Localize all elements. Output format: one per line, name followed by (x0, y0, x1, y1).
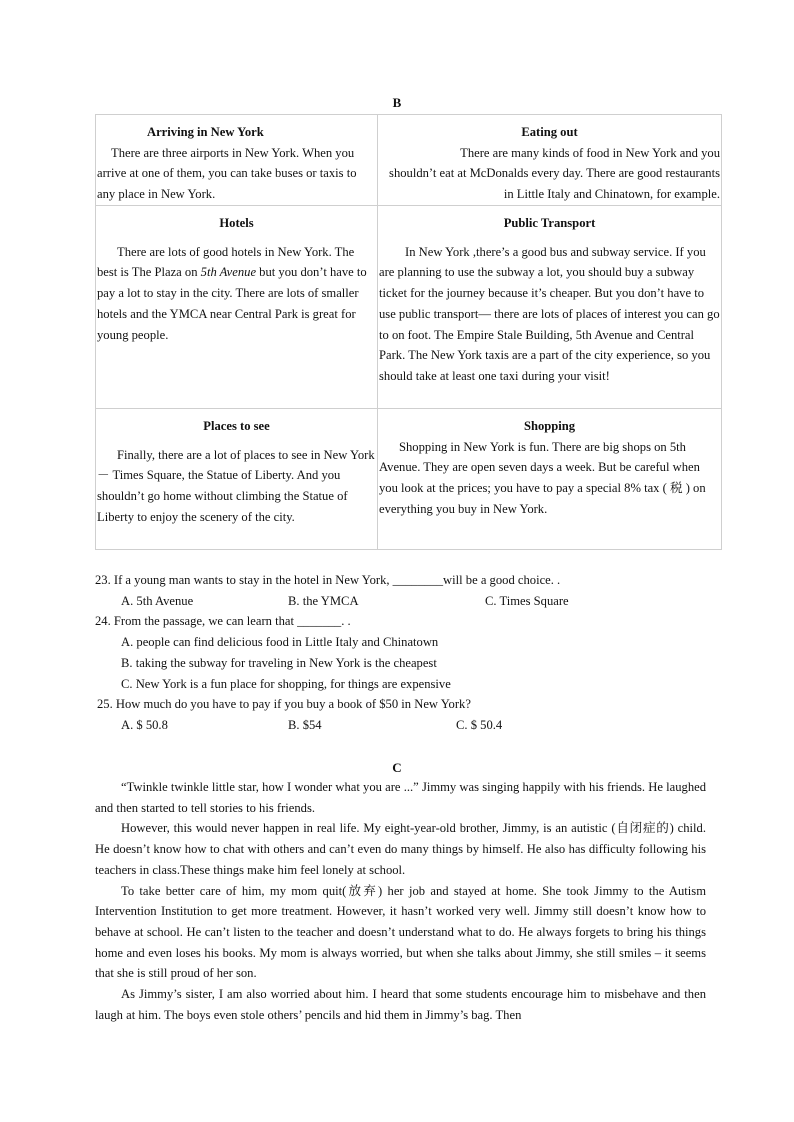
cell-body: In New York ,there’s a good bus and subway service. If you are planning to use the subway a lot, you should buy a subway ticket for the journey because it’s cheaper. But you don’t have to use public transport— there are lots of places of interest you can go to on foot. The Empire Stale Building, 5th Avenue and Central Park. The New York taxis are a part of the city experience, so you should take at least one taxi during your visit! (379, 244, 720, 383)
paragraph: “Twinkle twinkle little star, how I wonder what you are ...” Jimmy was singing happily with his friends. He laughed and then started to tell stories to his friends. (95, 780, 706, 815)
option-b: B. the YMCA (288, 593, 359, 608)
option-b: B. $54 (288, 717, 322, 732)
section-c-title: C (392, 760, 402, 775)
cell-body: There are many kinds of food in New York and you shouldn’t eat at McDonalds every day. There are good restaurants in Little Italy and Chinatown, for example. (389, 145, 720, 202)
question-24: 24. From the passage, we can learn that _______. . (95, 614, 351, 629)
option-c: C. Times Square (485, 593, 569, 608)
option-c: C. $ 50.4 (456, 717, 503, 732)
table-row (96, 206, 722, 409)
table-row (96, 409, 722, 550)
option-a: A. people can find delicious food in Little Italy and Chinatown (121, 635, 439, 650)
cell-arriving (96, 115, 378, 206)
paragraph: However, this would never happen in real life. My eight-year-old brother, Jimmy, is an autistic (自闭症的) child. He doesn’t know how to chat with others and can’t even do many things by himself. He also has difficulty following his teachers in class.These things make him feel lonely at school. (95, 821, 706, 877)
cell-heading: Eating out (521, 125, 578, 139)
option-b: B. taking the subway for traveling in New York is the cheapest (121, 655, 437, 670)
question-23-options (95, 591, 721, 612)
question-25-options (95, 715, 721, 736)
cell-body: There are three airports in New York. When you arrive at one of them, you can take buses or taxis to any place in New York. (97, 145, 357, 202)
table-row (96, 115, 722, 206)
question-23: 23. If a young man wants to stay in the hotel in New York, ________will be a good choice. . (95, 573, 561, 587)
paragraph: As Jimmy’s sister, I am also worried about him. I heard that some students encourage him to misbehave and then laugh at him. The boys even stole others’ pencils and hid them in Jimmy’s bag. Then (95, 987, 706, 1022)
option-a: A. 5th Avenue (121, 593, 194, 608)
paragraph: To take better care of him, my mom quit(放弃) her job and stayed at home. She took Jimmy to the Autism Intervention Institution to get more treatment. However, it hasn’t worked very well. Jimmy still doesn’t know how to behave at school. He can’t listen to the teacher and doesn’t understand what to do. He always forgets to bring his things home and even loses his books. My mom is always worried, but when she talks about Jimmy, she still smiles – it seems that she is still proud of her son. (95, 883, 706, 981)
cell-eating-out (378, 115, 722, 206)
cell-heading: Places to see (203, 419, 270, 433)
option-a: A. $ 50.8 (121, 717, 168, 732)
question-25: 25. How much do you have to pay if you buy a book of $50 in New York? (97, 697, 471, 712)
cell-hotels (96, 206, 378, 409)
passage-c (95, 777, 706, 1025)
cell-places-to-see (96, 409, 378, 550)
cell-heading: Shopping (523, 419, 576, 433)
section-b-title: B (392, 95, 402, 110)
option-c: C. New York is a fun place for shopping, for things are expensive (121, 676, 451, 691)
cell-heading: Public Transport (503, 216, 596, 230)
info-table (95, 114, 722, 550)
cell-heading: Arriving in New York (147, 125, 264, 139)
cell-body: Shopping in New York is fun. There are big shops on 5th Avenue. They are open seven days a week. But be careful when you look at the prices; you have to pay a special 8% tax ( 税 ) on everything you buy in New York. (379, 439, 706, 516)
cell-body: Finally, there are a lot of places to see in New York － Times Square, the Statue of Liberty. And you shouldn’t go home without climbing the Statue of Liberty to enjoy the scenery of the city. (97, 447, 375, 524)
cell-shopping (378, 409, 722, 550)
cell-heading: Hotels (219, 216, 254, 230)
cell-public-transport (378, 206, 722, 409)
questions-b (95, 570, 721, 736)
cell-body: There are lots of good hotels in New York. The best is The Plaza on 5th Avenue but you don’t have to pay a lot to stay in the city. There are lots of smaller hotels and the YMCA near Central Park is great for young people. (97, 244, 367, 342)
